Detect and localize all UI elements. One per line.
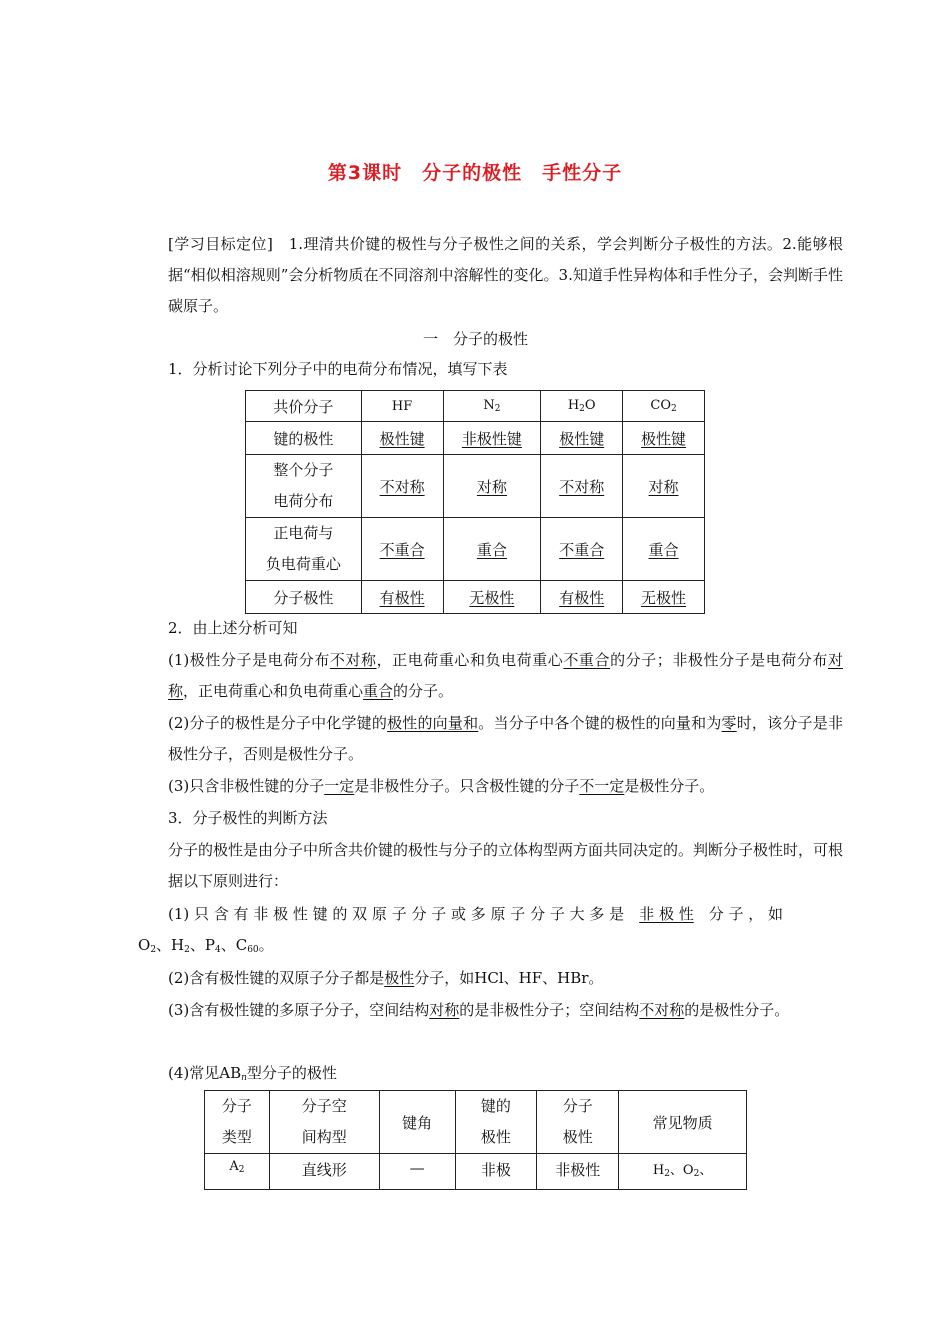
table-cell: 重合	[623, 518, 705, 581]
table-cell: 非极性键	[443, 422, 541, 455]
table-cell: 极性键	[623, 422, 705, 455]
table-cell: 分子 极性	[537, 1091, 619, 1154]
table-cell: 分子 类型	[205, 1091, 270, 1154]
table-cell: —	[379, 1154, 455, 1190]
table-cell: $N_2$	[443, 391, 541, 422]
table-row	[246, 391, 705, 422]
learning-objectives: [学习目标定位] 1.理清共价键的极性与分子极性之间的关系，学会判断分子极性的方法。2.能够根据“相似相溶规则”会分析物质在不同溶剂中溶解性的变化。3.知道手性异构体和手性分子，会判断手性碳原子。	[168, 235, 843, 315]
item-3: 3．分子极性的判断方法	[168, 809, 328, 827]
table-cell: 不重合	[361, 518, 443, 581]
table-cell: 键角	[379, 1091, 455, 1154]
table-cell: 极性键	[361, 422, 443, 455]
section-heading: 一 分子的极性	[422, 330, 528, 348]
table-cell: 不对称	[361, 455, 443, 518]
table-cell: 非极性	[537, 1154, 619, 1190]
table-row	[246, 455, 705, 518]
table-cell: 分子极性	[246, 581, 362, 614]
paragraph-3: (3)只含非极性键的分子一定是非极性分子。只含极性键的分子不一定是极性分子。	[168, 777, 715, 795]
table-cell: 极性键	[541, 422, 623, 455]
table-cell: 不对称	[541, 455, 623, 518]
table-cell: 无极性	[623, 581, 705, 614]
table-row	[246, 518, 705, 581]
rule-2: (2)含有极性键的双原子分子都是极性分子，如HCl、HF、HBr。	[168, 969, 604, 987]
rule-3: (3)含有极性键的多原子分子，空间结构对称的是非极性分子；空间结构不对称的是极性分子。	[168, 1001, 790, 1019]
table-cell: 分子空 间构型	[269, 1091, 379, 1154]
table-cell: 常见物质	[619, 1091, 747, 1154]
rule-4: (4)常见$AB_n$型分子的极性	[168, 1064, 337, 1083]
charge-distribution-table	[245, 390, 705, 614]
table-cell: 无极性	[443, 581, 541, 614]
title-part2: 分子的极性	[422, 162, 523, 184]
table-cell: 重合	[443, 518, 541, 581]
table-cell: 直线形	[269, 1154, 379, 1190]
table-cell: $A_2$	[205, 1154, 270, 1190]
table-cell: 整个分子 电荷分布	[246, 455, 362, 518]
table-cell: 对称	[623, 455, 705, 518]
table-cell: 不重合	[541, 518, 623, 581]
table-cell: $CO_2$	[623, 391, 705, 422]
table-cell: 共价分子	[246, 391, 362, 422]
table-row	[246, 422, 705, 455]
table-cell: HF	[361, 391, 443, 422]
table-row	[246, 581, 705, 614]
table-cell: $H_2O$	[541, 391, 623, 422]
table-cell: 对称	[443, 455, 541, 518]
title-part1: 第3课时	[327, 162, 403, 184]
table-cell: 有极性	[541, 581, 623, 614]
table-cell: 有极性	[361, 581, 443, 614]
paragraph-1: (1)极性分子是电荷分布不对称，正电荷重心和负电荷重心不重合的分子；非极性分子是电荷分布对称，正电荷重心和负电荷重心重合的分子。	[168, 651, 843, 700]
title-part3: 手性分子	[542, 162, 623, 184]
table-cell: 正电荷与 负电荷重心	[246, 518, 362, 581]
paragraph-2: (2)分子的极性是分子中化学键的极性的向量和。当分子中各个键的极性的向量和为零时，该分子是非极性分子，否则是极性分子。	[168, 714, 843, 763]
table-cell: $H_2$、$O_2$、	[619, 1154, 747, 1190]
table-row	[205, 1091, 747, 1154]
item-2: 2．由上述分析可知	[168, 619, 298, 637]
table-row	[205, 1154, 747, 1190]
table-cell: 非极	[455, 1154, 537, 1190]
rule-1-examples: $O_2$、$H_2$、$P_4$、$C_{60}$。	[138, 936, 274, 955]
abn-polarity-table	[204, 1090, 747, 1190]
paragraph-4: 分子的极性是由分子中所含共价键的极性与分子的立体构型两方面共同决定的。判断分子极性时，可根据以下原则进行：	[168, 841, 844, 890]
rule-1: (1) 只 含 有 非 极 性 键 的 双 原 子 分 子 或 多 原 子 分 子 大 多 是 非 极 性 分 子 ， 如	[168, 905, 784, 923]
item-1: 1．分析讨论下列分子中的电荷分布情况，填写下表	[168, 360, 508, 378]
page-title	[0, 158, 950, 185]
table-cell: 键的极性	[246, 422, 362, 455]
table-cell: 键的 极性	[455, 1091, 537, 1154]
